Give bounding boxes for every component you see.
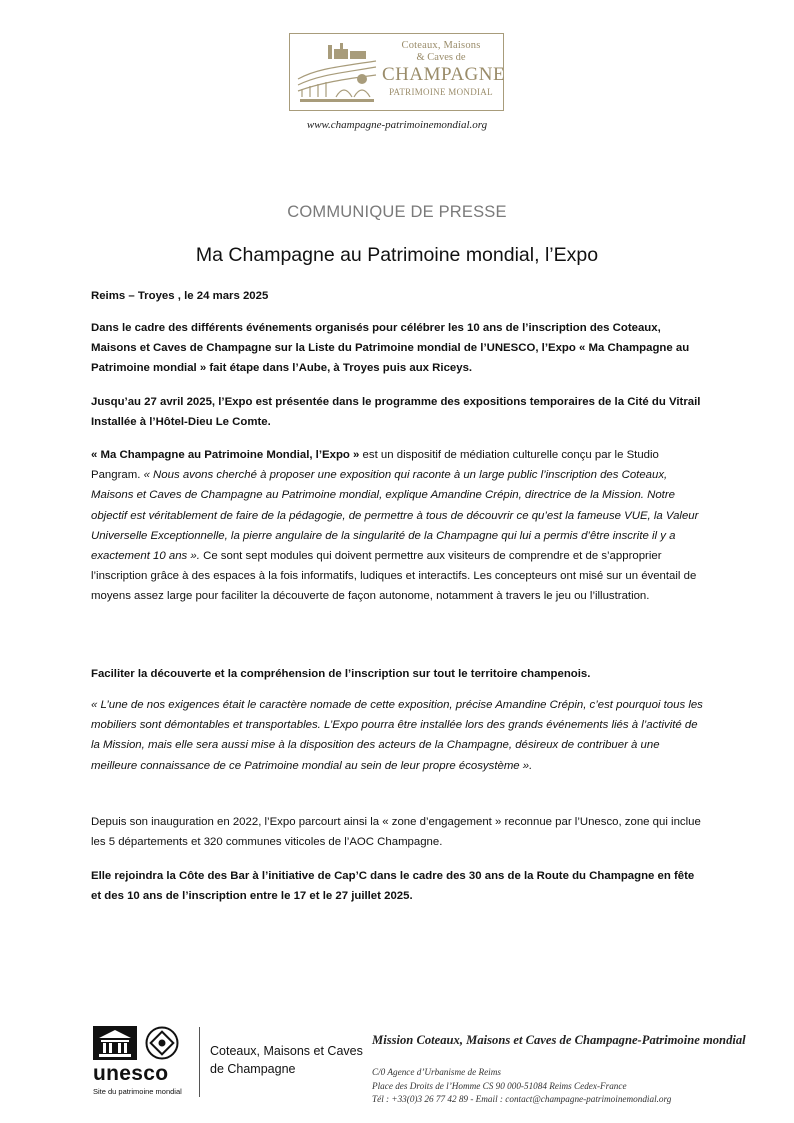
unesco-subtitle: Site du patrimoine mondial (93, 1087, 182, 1096)
page-title: Ma Champagne au Patrimoine mondial, l’Expo (195, 244, 599, 266)
paragraph-cote-des-bar (91, 866, 703, 906)
paragraph-intro-text: Dans le cadre des différents événements organisés pour célébrer les 10 ans de l’inscription des Coteaux, Maisons et Caves de Champagne sur la Liste du Patrimoine mondial de l’UNESCO, l’Expo « Ma Champagne au Patrimoine mondial » fait étape dans l’Aube, à Troyes puis aux Riceys. (91, 322, 690, 375)
header-logo (289, 33, 504, 111)
paragraph-dates-text: Jusqu’au 27 avril 2025, l’Expo est présentée dans le programme des expositions temporaires de la Cité du Vitrail Installée à l’Hôtel-Dieu Le Comte. (91, 396, 701, 429)
champagne-landscape-logo-icon (296, 39, 378, 105)
press-release-kicker: COMMUNIQUE DE PRESSE (287, 203, 507, 221)
crepin-quote-2: « L’une de nos exigences était le caractère nomade de cette exposition, précise Amandine Crépin, c’est pourquoi tous les mobiliers sont démontables et transportables. L’Expo pourra être installée lors des grands événements liés à l’activité de la Mission, mais elle sera aussi mise à la disposition des acteurs de la Champagne, désireux de contribuer à une meilleure connaissance de ce Patrimoine mondial au sein de leur propre écosystème ». (91, 699, 703, 772)
logo-line-3: CHAMPAGNE (382, 64, 506, 85)
footer-phone-email[interactable]: Tél : +33(0)3 26 77 42 89 - Email : contact@champagne-patrimoinemondial.org (372, 1094, 672, 1104)
footer-brand-line-1: Coteaux, Maisons et Caves (210, 1044, 363, 1058)
expo-name-bold: « Ma Champagne au Patrimoine Mondial, l’Expo » (91, 449, 360, 461)
footer-brand (210, 1042, 363, 1078)
paragraph-intro (91, 318, 703, 379)
crepin-quote-1: « Nous avons cherché à proposer une exposition qui raconte à un large public l’inscription des Coteaux, Maisons et Caves de Champagne au Patrimoine mondial, explique Amandine Crépin, directrice de la Mission. Notre objectif est véritablement de faire de la pédagogie, de permettre à tous de découvrir ce qu’est la fameuse VUE, la Valeur Universelle Exceptionnelle, la pierre angulaire de la singularité de la Champagne qui lui a permis d’être inscrite il y a exactement 10 ans ». (91, 469, 699, 563)
dateline (91, 286, 703, 306)
subheading (91, 664, 703, 684)
website-link[interactable]: www.champagne-patrimoinemondial.org (306, 119, 488, 131)
world-heritage-emblem-icon (145, 1026, 179, 1060)
logo-line-2: & Caves de (416, 52, 466, 63)
footer-address-line-2: Place des Droits de l’Homme CS 90 000-51084 Reims Cedex-France (372, 1080, 627, 1091)
paragraph-description (91, 445, 703, 607)
paragraph-cote-des-bar-text: Elle rejoindra la Côte des Bar à l’initiative de Cap’C dans le cadre des 30 ans de la Route du Champagne en fête et des 10 ans de l’inscription entre le 17 et le 27 juillet 2025. (91, 870, 695, 903)
unesco-temple-icon (93, 1026, 137, 1060)
paragraph-tour-text: Depuis son inauguration en 2022, l’Expo parcourt ainsi la « zone d’engagement » reconnue par l’Unesco, zone qui inclue les 5 départements et 320 communes viticoles de l’AOC Champagne. (91, 816, 701, 849)
description-tail: Ce sont sept modules qui doivent permettre aux visiteurs de comprendre et de s’approprier l’inscription grâce à des espaces à la fois informatifs, ludiques et interactifs. Les concepteurs ont misé sur un éventail de moyens assez large pour faciliter la découverte de façon autonome, notamment à travers le jeu ou l’illustration. (91, 550, 697, 603)
logo-line-4: PATRIMOINE MONDIAL (389, 87, 493, 97)
footer-divider (199, 1027, 200, 1097)
footer-address-line-1: C/0 Agence d’Urbanisme de Reims (372, 1067, 501, 1077)
paragraph-dates (91, 392, 703, 432)
paragraph-quote (91, 695, 703, 776)
dateline-text: Reims – Troyes , le 24 mars 2025 (91, 290, 269, 302)
logo-wordmark (382, 40, 506, 98)
unesco-logo (93, 1026, 189, 1096)
subheading-text: Faciliter la découverte et la compréhension de l’inscription sur tout le territoire champenois. (91, 668, 591, 680)
footer-mission-title: Mission Coteaux, Maisons et Caves de Champagne-Patrimoine mondial (372, 1033, 746, 1047)
paragraph-tour (91, 812, 703, 852)
logo-line-1: Coteaux, Maisons (401, 40, 481, 51)
unesco-wordmark: unesco (93, 1062, 169, 1085)
description-lead: est un dispositif de médiation culturelle conçu par le Studio Pangram. (91, 449, 659, 482)
footer-contact (372, 1066, 671, 1107)
footer-brand-line-2: de Champagne (210, 1062, 296, 1076)
